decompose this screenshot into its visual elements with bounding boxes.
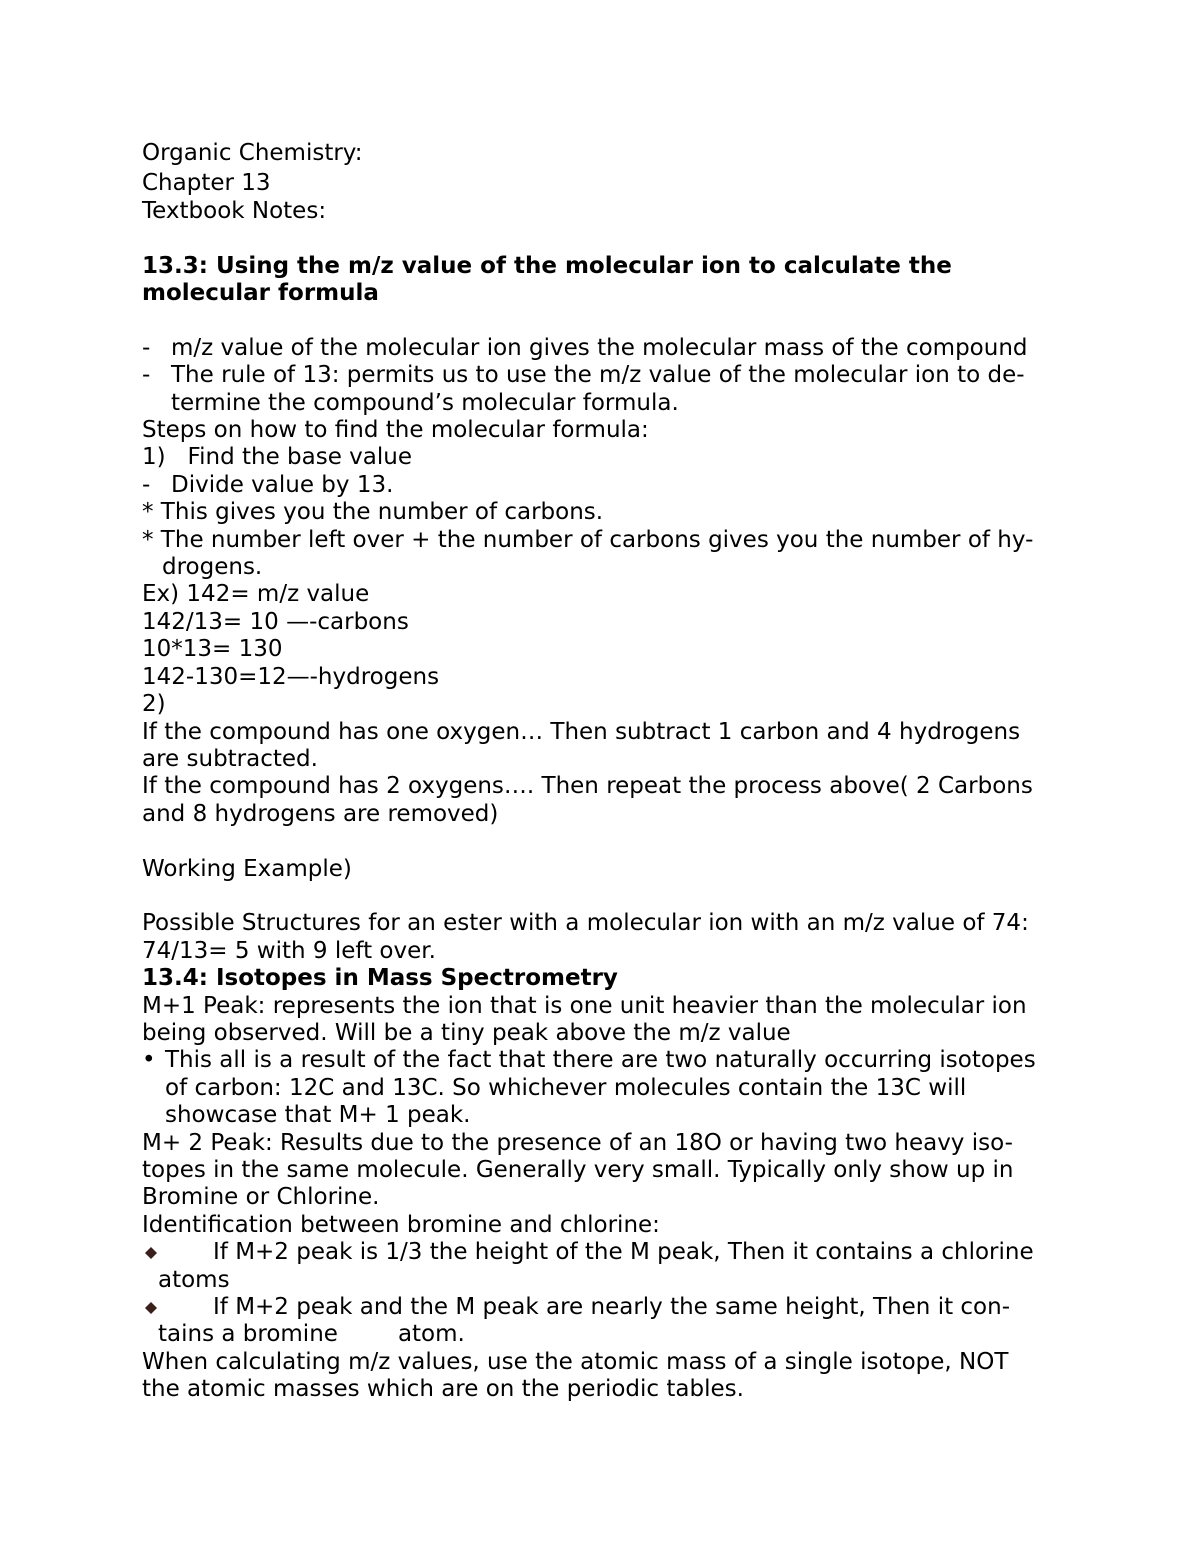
m-plus-2-definition-cont: topes in the same molecule. Generally very small. Typically only show up in (142, 1156, 1014, 1183)
dash-marker: - (142, 362, 151, 389)
ester-example: Possible Structures for an ester with a molecular ion with an m/z value of 74: (142, 910, 1029, 937)
two-oxygen-rule-cont: and 8 hydrogens are removed) (142, 800, 499, 827)
list-item-text: If M+2 peak and the M peak are nearly the same height, Then it con- (213, 1294, 1011, 1320)
spacer (142, 225, 1062, 252)
list-item-text: atom. (397, 1321, 465, 1348)
diamond-shape (145, 1302, 157, 1314)
step-one: 1) Find the base value (142, 444, 412, 471)
notes-title: Textbook Notes: (142, 197, 327, 224)
list-item-text: If M+2 peak is 1/3 the height of the M peak, Then it contains a chlorine (213, 1239, 1034, 1266)
spacer (142, 828, 1062, 855)
spacer (142, 883, 1062, 910)
list-item-text: tains a bromine (158, 1321, 338, 1348)
example-line: 10*13= 130 (142, 636, 283, 663)
list-item-text: This all is a result of the fact that there are two naturally occurring isotopes (165, 1047, 1036, 1074)
working-example-label: Working Example) (142, 855, 352, 882)
m-plus-2-definition-cont: Bromine or Chlorine. (142, 1184, 380, 1211)
identification-intro: Identification between bromine and chlorine: (142, 1211, 660, 1238)
two-oxygen-rule: If the compound has 2 oxygens…. Then repeat the process above( 2 Carbons (142, 773, 1033, 800)
list-item-continuation: termine the compound’s molecular formula. (171, 389, 679, 416)
oxygen-rule: If the compound has one oxygen… Then subtract 1 carbon and 4 hydrogens (142, 718, 1021, 745)
note-hydrogens: * The number left over + the number of carbons gives you the number of hy- (142, 526, 1034, 553)
note-hydrogens-cont: drogens. (162, 554, 263, 581)
dash-marker: - (142, 471, 151, 498)
m-plus-1-definition: M+1 Peak: represents the ion that is one unit heavier than the molecular ion (142, 992, 1027, 1019)
list-item-text: m/z value of the molecular ion gives the molecular mass of the compound (171, 334, 1028, 361)
oxygen-rule-cont: are subtracted. (142, 745, 318, 772)
list-item (142, 472, 1062, 499)
example-line: Ex) 142= m/z value (142, 581, 370, 608)
list-item-continuation: showcase that M+ 1 peak. (165, 1102, 471, 1129)
list-item-continuation: atoms (158, 1266, 230, 1293)
section-heading-13-3-cont: molecular formula (142, 280, 379, 307)
list-item (142, 335, 1062, 362)
m-plus-1-definition-cont: being observed. Will be a tiny peak above the m/z value (142, 1019, 791, 1046)
list-item (142, 1294, 1062, 1321)
ester-example-cont: 74/13= 5 with 9 left over. (142, 937, 436, 964)
diamond-bullet-icon (145, 1247, 157, 1259)
dash-marker: - (142, 334, 151, 361)
list-item-continuation: of carbon: 12C and 13C. So whichever molecules contain the 13C will (165, 1074, 967, 1101)
list-item (142, 1047, 1062, 1074)
bullet-marker: • (142, 1047, 156, 1074)
list-item-text: The rule of 13: permits us to use the m/z value of the molecular ion to de- (171, 362, 1025, 389)
section-heading-13-4: 13.4: Isotopes in Mass Spectrometry (142, 965, 618, 992)
step-two: 2) (142, 691, 166, 718)
list-item-text: Divide value by 13. (171, 471, 394, 498)
example-line: 142/13= 10 —-carbons (142, 608, 409, 635)
calculation-note: When calculating m/z values, use the atomic mass of a single isotope, NOT (142, 1348, 1009, 1375)
calculation-note-cont: the atomic masses which are on the periodic tables. (142, 1376, 744, 1403)
list-item (142, 1239, 1062, 1266)
diamond-bullet-icon (145, 1302, 157, 1314)
note-carbons: * This gives you the number of carbons. (142, 499, 604, 526)
m-plus-2-definition: M+ 2 Peak: Results due to the presence of an 18O or having two heavy iso- (142, 1129, 1013, 1156)
course-title: Organic Chemistry: (142, 140, 363, 166)
section-heading-13-3: 13.3: Using the m/z value of the molecular ion to calculate the (142, 252, 952, 279)
list-item (142, 362, 1062, 389)
diamond-shape (145, 1247, 157, 1259)
document-page (142, 140, 1062, 1404)
steps-intro: Steps on how to find the molecular formula: (142, 417, 649, 444)
chapter-title: Chapter 13 (142, 170, 271, 197)
spacer (142, 307, 1062, 334)
list-item-continuation (142, 1321, 1062, 1348)
example-line: 142-130=12—-hydrogens (142, 663, 440, 690)
